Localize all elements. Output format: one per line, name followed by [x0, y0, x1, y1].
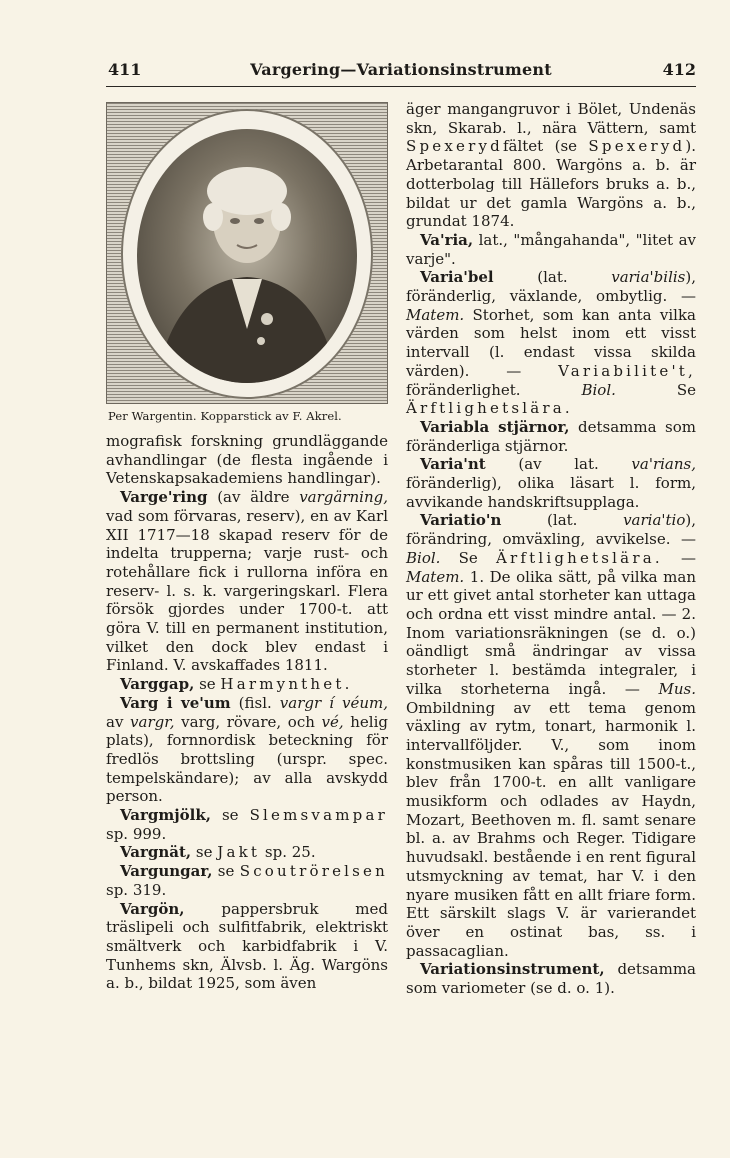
right-page-number: 412: [662, 60, 696, 79]
left-page-number: 411: [108, 60, 142, 79]
entry-vargering: Varge'ring (av äldre vargärning, vad som förvaras, reserv), en av Karl XII 1717—18 skapad reserv för de indelta trupperna; varje rust- och rotehållare fick i rullorna införa en reserv- l. s. k. vargeringskarl. Flera försök gjordes under 1700-t. att göra V. till en permanent institution, vilket den dock blev endast i Finland. V. avskaffades 1811.: [106, 488, 388, 675]
entry-variabla-stjarnor: Variabla stjärnor, detsamma som föränderliga stjärnor.: [406, 417, 697, 455]
entry-continuation: mografisk forskning grundläggande avhandlingar (de flesta ingående i Vetenskapsakademiens handlingar).: [106, 432, 388, 488]
entry-varg-i-veum: Varg i ve'um (fisl. vargr í véum, av vargr, varg, rövare, och vé, helig plats), fornnordisk beteckning för fredlös brottsling (urspr. spec. tempelskändare); av alla avskydd person.: [106, 693, 388, 806]
page-header: [106, 58, 696, 87]
entry-vargungar: Vargungar, se Scoutrörelsen sp. 319.: [106, 862, 388, 899]
entry-vargon: Vargön, pappersbruk med träslipeli och sulfitfabrik, elektriskt smältverk och karbidfabrik i V. Tunhems skn, Älvsb. l. Äg. Wargöns a. b., bildat 1925, som även: [106, 899, 388, 993]
right-column: [406, 100, 696, 998]
entry-variabel: Varia'bel (lat. varia'bilis), föränderlig, växlande, ombytlig. — Matem. Storhet, som kan anta vilka värden som helst inom ett visst intervall (l. endast vissa skilda värden). — Variabilite't, föränderlighet. Biol. Se Ärftlighetslära.: [406, 268, 696, 418]
entry-variationsinstrument: Variationsinstrument, detsamma som variometer (se d. o. 1).: [406, 960, 696, 998]
entry-continuation-right: äger mangangruvor i Bölet, Undenäs skn, Skarab. l., nära Vättern, samt Spexerydfältet (se Spexeryd). Arbetarantal 800. Wargöns a. b. är dotterbolag till Hällefors bruks a. b., bildat ur det gamla Wargöns a. b., grundat 1874.: [406, 100, 696, 231]
entry-vargmjolk: Vargmjölk, se Slemsvampar sp. 999.: [106, 806, 388, 843]
figure-caption: Per Wargentin. Kopparstick av F. Akrel.: [108, 409, 342, 423]
portrait-engraving: [106, 102, 388, 404]
running-title: Vargering—Variationsinstrument: [250, 60, 552, 79]
entry-varia: Va'ria, lat., "mångahanda", "litet av varje".: [406, 230, 696, 268]
portrait-illustration: [137, 129, 357, 383]
entry-vargnat: Vargnät, se Jakt sp. 25.: [120, 843, 316, 862]
portrait-figure: [106, 96, 388, 423]
portrait-oval: [137, 129, 357, 383]
entry-variant: Varia'nt (av lat. va'rians, föränderlig), olika läsart l. form, avvikande handskriftsupplaga.: [406, 455, 696, 511]
entry-variation: Variatio'n (lat. varia'tio), förändring, omväxling, avvikelse. — Biol. Se Ärftlighetslära. — Matem. 1. De olika sätt, på vilka man ur ett givet antal storheter kan uttaga och ordna ett visst mindre antal. — 2. Inom variationsräkningen (se d. o.) oändligt små ändringar av vissa storheter l. bestämda integraler, i vilka storheterna ingå. — Mus. Ombildning av ett tema genom växling av rytm, tonart, harmonik l. intervallföljder. V., som inom konstmusiken kan spåras till 1500-t., blev från 1700-t. en allt vanligare musikform och odlades av Haydn, Mozart, Beethoven m. fl. samt senare bl. a. av Brahms och Reger. Tidigare huvudsakl. bestående i en rent figural utsmyckning av temat, har V. i den nyare musiken fått en allt friare form. Ett särskilt slags V. är varierandet över en ostinat bas, ss. i passacaglian.: [406, 511, 696, 960]
left-column: [106, 96, 388, 993]
entry-varggap: Varggap, se Harmynthet.: [120, 675, 353, 694]
